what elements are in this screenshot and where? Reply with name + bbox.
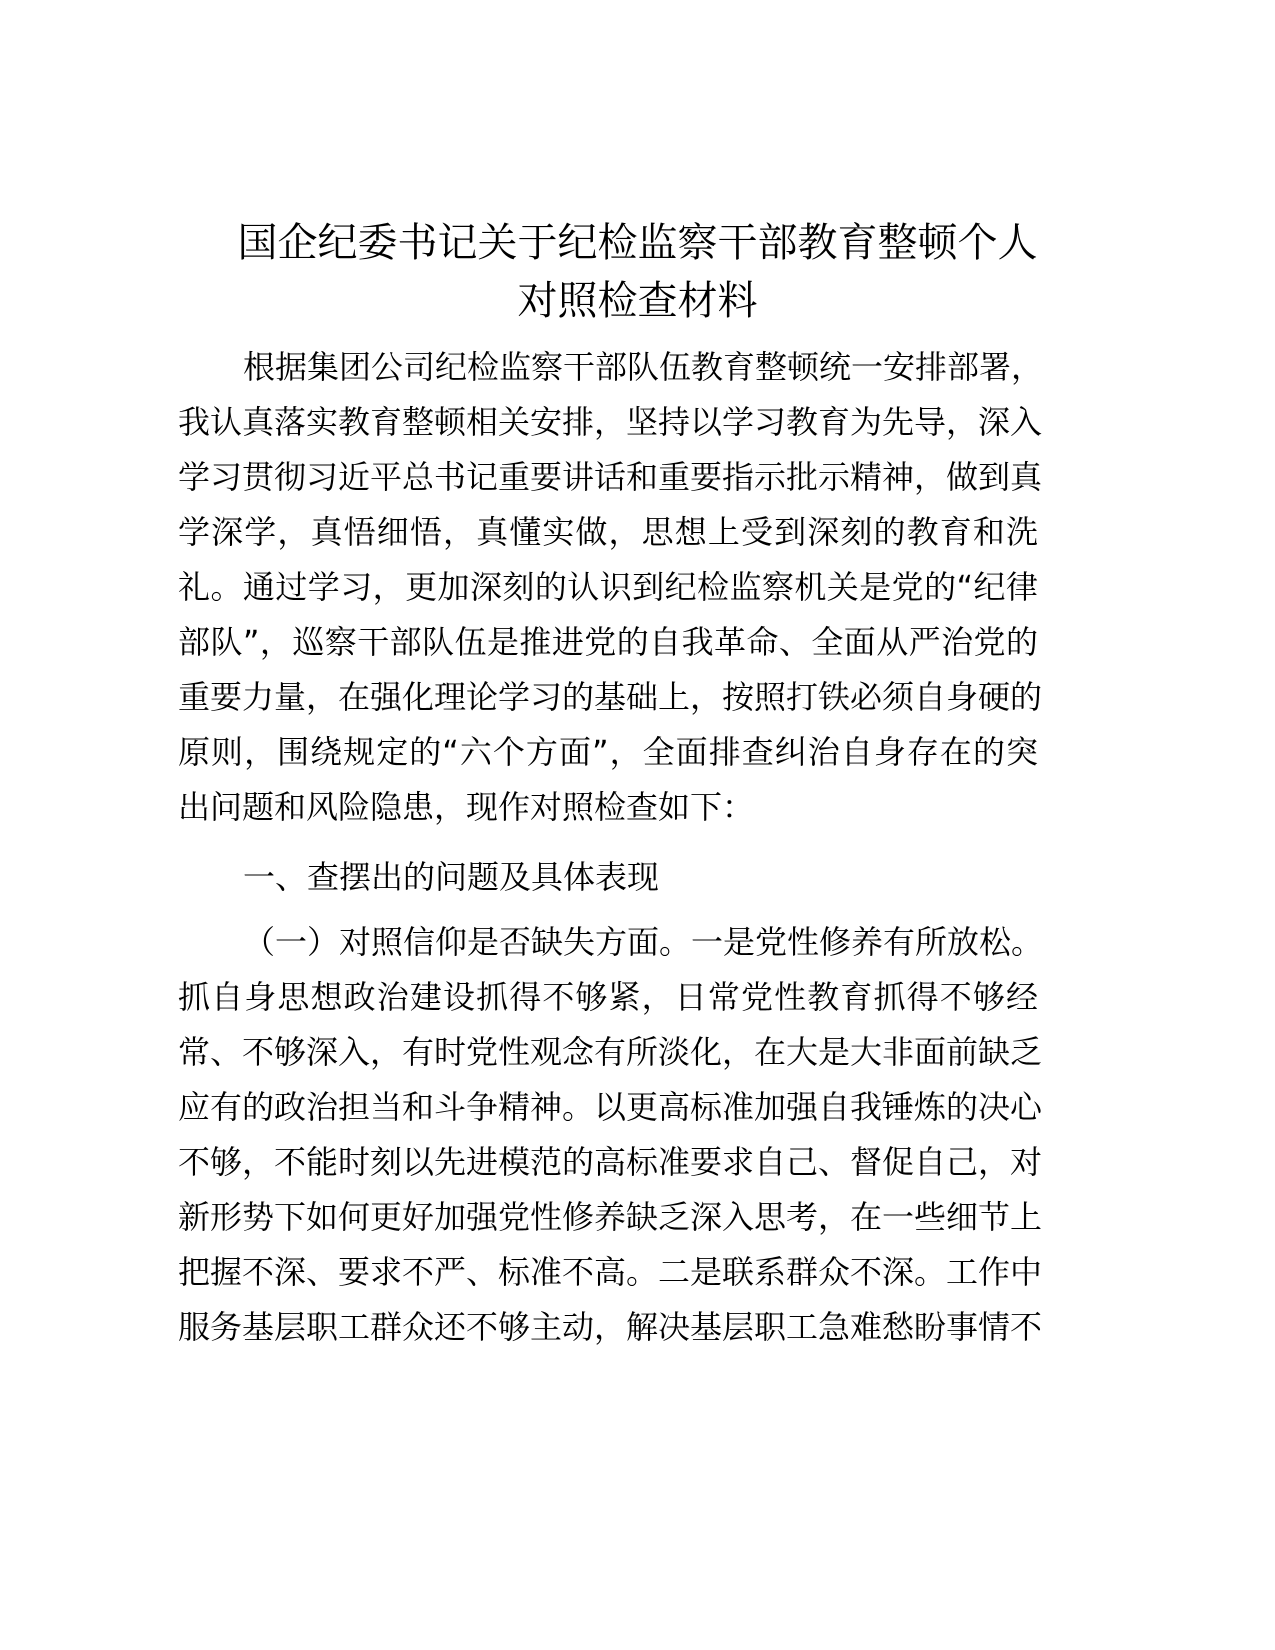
paragraph-line: 把握不深、要求不严、标准不高。二是联系群众不深。工作中	[178, 1253, 1043, 1291]
paragraph-line: 出问题和风险隐患，现作对照检查如下：	[178, 788, 755, 826]
paragraph-line: 原则，围绕规定的“六个方面”，全面排查纠治自身存在的突	[178, 733, 1038, 771]
paragraph-line: 我认真落实教育整顿相关安排，坚持以学习教育为先导，深入	[178, 403, 1043, 441]
paragraph-line: 新形势下如何更好加强党性修养缺乏深入思考，在一些细节上	[178, 1198, 1043, 1236]
paragraph-line: （一）对照信仰是否缺失方面。一是党性修养有所放松。	[243, 923, 1044, 961]
paragraph-line: 部队”，巡察干部队伍是推进党的自我革命、全面从严治党的	[178, 623, 1038, 661]
paragraph-line: 学习贯彻习近平总书记重要讲话和重要指示批示精神，做到真	[178, 458, 1043, 496]
title-line-2: 对照检查材料	[517, 278, 758, 324]
paragraph-line: 礼。通过学习，更加深刻的认识到纪检监察机关是党的“纪律	[178, 568, 1038, 606]
section-heading: 一、查摆出的问题及具体表现	[243, 858, 660, 896]
paragraph-line: 不够，不能时刻以先进模范的高标准要求自己、督促自己，对	[178, 1143, 1043, 1181]
title-line-1: 国企纪委书记关于纪检监察干部教育整顿个人	[237, 220, 1038, 266]
paragraph-line: 学深学，真悟细悟，真懂实做，思想上受到深刻的教育和洗	[178, 513, 1038, 551]
paragraph-line: 抓自身思想政治建设抓得不够紧，日常党性教育抓得不够经	[178, 978, 1038, 1016]
paragraph-line: 服务基层职工群众还不够主动，解决基层职工急难愁盼事情不	[178, 1308, 1043, 1346]
paragraph-line: 根据集团公司纪检监察干部队伍教育整顿统一安排部署，	[243, 348, 1044, 386]
paragraph-line: 重要力量，在强化理论学习的基础上，按照打铁必须自身硬的	[178, 678, 1043, 716]
paragraph-line: 常、不够深入，有时党性观念有所淡化，在大是大非面前缺乏	[178, 1033, 1043, 1071]
paragraph-line: 应有的政治担当和斗争精神。以更高标准加强自我锤炼的决心	[178, 1088, 1043, 1126]
